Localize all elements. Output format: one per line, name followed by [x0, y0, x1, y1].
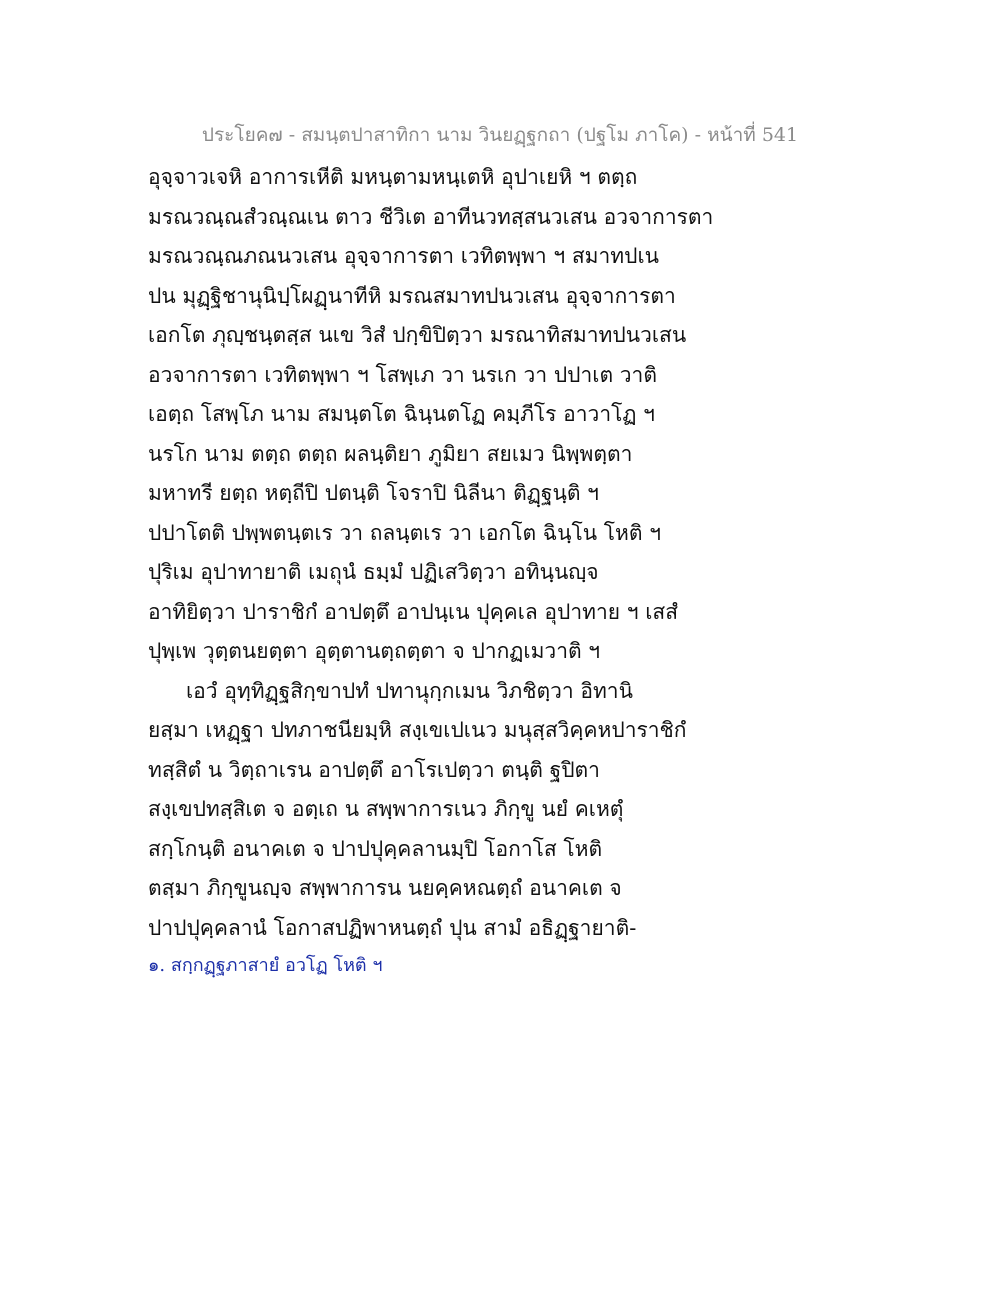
running-header: ประโยค๗ - สมนฺตปาสาทิกา นาม วินยฏฺฐกถา (ปฐโม ภาโค) - หน้าที่ 541: [201, 124, 799, 146]
footnote: ๑. สกฺกฏฺฐภาสายํ อวโฏ โหติ ฯ: [148, 955, 383, 976]
text-line: ปาปปุคฺคลานํ โอกาสปฏิพาหนตฺถํ ปุน สามํ อธิฏฺฐายาติ-: [148, 915, 637, 940]
text-line: นรโก นาม ตตฺถ ตตฺถ ผลนฺติยา ภูมิยา สยเมว นิพฺพตฺตา: [148, 441, 633, 466]
text-line: อุจฺจาวเจหิ อาการเหีติ มหนฺตามหนฺเตหิ อุปาเยหิ ฯ ตตฺถ: [148, 165, 638, 189]
text-line: อาทิยิตฺวา ปาราชิกํ อาปตฺตึ อาปนฺเน ปุคฺคเล อุปาทาย ฯ เสสํ: [148, 599, 679, 624]
text-line: ทสฺสิตํ น วิตฺถาเรน อาปตฺตึ อาโรเปตฺวา ตนฺติ ฐปิตา: [148, 757, 600, 782]
text-line: มรณวณฺณภณนวเสน อุจฺจาการตา เวทิตพฺพา ฯ สมาทปเน: [148, 244, 659, 268]
text-line: มรณวณฺณสํวณฺณเน ตาว ชีวิเต อาทีนวทสฺสนวเสน อวจาการตา: [148, 204, 714, 229]
text-line: ปุริเม อุปาทายาติ เมถุนํ ธมฺมํ ปฏิเสวิตฺวา อทินฺนญฺจ: [148, 560, 599, 584]
body-text: [148, 158, 848, 984]
text-line: ตสฺมา ภิกฺขูนญฺจ สพฺพาการน นยคฺคหณตฺถํ อนาคเต จ: [148, 876, 622, 900]
text-line: ปุพฺเพ วุตฺตนยตฺตา อุตฺตานตฺถตฺตา จ ปากฏเมวาติ ฯ: [148, 639, 601, 663]
text-line: อวจาการตา เวทิตพฺพา ฯ โสพฺเภ วา นรเก วา ปปาเต วาติ: [148, 362, 657, 387]
text-line: ยสฺมา เหฏฺฐา ปทภาชนียมฺหิ สงฺเขเปเนว มนุสฺสวิคฺคหปาราชิกํ: [148, 718, 687, 742]
text-line: ปปาโตติ ปพฺพตนฺตเร วา ถลนฺตเร วา เอกโต ฉินฺโน โหติ ฯ: [148, 520, 661, 545]
text-line: เอตฺถ โสพฺโภ นาม สมนฺตโต ฉินฺนตโฏ คมฺภีโร อาวาโฏ ฯ: [148, 402, 655, 426]
text-line: เอกโต ภุญฺชนฺตสฺส นเข วิสํ ปกฺขิปิตฺวา มรณาทิสมาทปนวเสน: [148, 323, 687, 347]
text-line: สกฺโกนฺติ อนาคเต จ ปาปปุคฺคลานมฺปิ โอกาโส โหติ: [148, 836, 603, 861]
paragraph-start-line: เอวํ อุทฺทิฏฺฐสิกฺขาปทํ ปทานุกฺกเมน วิภชิตฺวา อิทานิ: [186, 678, 633, 703]
text-line: ปน มุฏฺฐิชานุนิปฺโผฏฺนาทีหิ มรณสมาทปนวเสน อุจฺจาการตา: [148, 283, 676, 308]
text-line: มหาทรี ยตฺถ หตฺถีปิ ปตนฺติ โจราปิ นิลีนา ติฏฺฐนฺติ ฯ: [148, 481, 599, 505]
text-line: สงฺเขปทสฺสิเต จ อตฺเถ น สพฺพาการเนว ภิกฺขู นยํ คเหตุํ: [148, 797, 624, 821]
